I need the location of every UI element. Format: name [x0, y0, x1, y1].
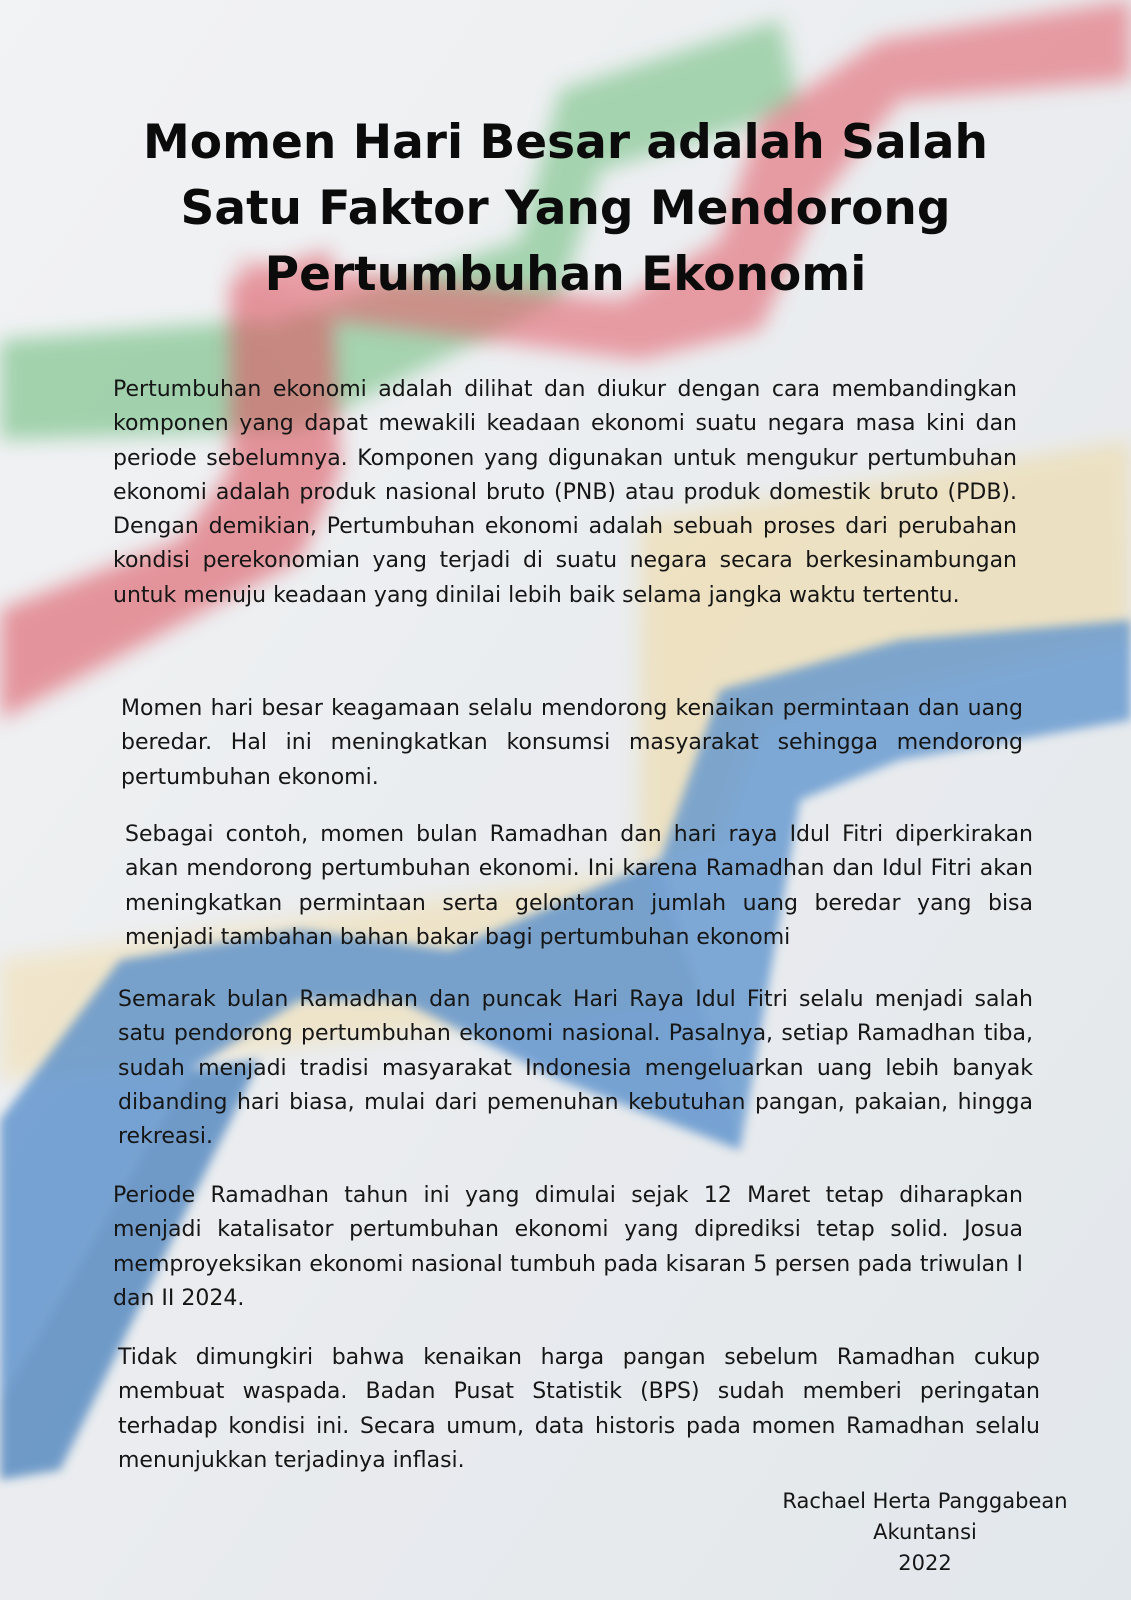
author-department: Akuntansi — [873, 1520, 977, 1544]
paragraph-5: Periode Ramadhan tahun ini yang dimulai sejak 12 Maret tetap diharapkan menjadi katalisator pertumbuhan ekonomi yang diprediksi tetap solid. Josua memproyeksikan ekonomi nasional tumbuh pada kisaran 5 persen pada triwulan I dan II 2024. — [113, 1183, 1023, 1311]
paragraph-3: Sebagai contoh, momen bulan Ramadhan dan hari raya Idul Fitri diperkirakan akan mendorong pertumbuhan ekonomi. Ini karena Ramadhan dan Idul Fitri akan meningkatkan permintaan serta gelontoran jumlah uang beredar yang bisa menjadi tambahan bahan bakar bagi pertumbuhan ekonomi — [125, 822, 1033, 950]
page-title: Momen Hari Besar adalah Salah Satu Faktor Yang Mendorong Pertumbuhan Ekonomi — [143, 115, 988, 302]
paragraph-1: Pertumbuhan ekonomi adalah dilihat dan diukur dengan cara membandingkan komponen yang dapat mewakili keadaan ekonomi suatu negara masa kini dan periode sebelumnya. Komponen yang digunakan untuk mengukur pertumbuhan ekonomi adalah produk nasional bruto (PNB) atau produk domestik bruto (PDB). Dengan demikian, Pertumbuhan ekonomi adalah sebuah proses dari perubahan kondisi perekonomian yang terjadi di suatu negara secara berkesinambungan untuk menuju keadaan yang dinilai lebih baik selama jangka waktu tertentu. — [113, 377, 1017, 608]
author-year: 2022 — [898, 1551, 952, 1575]
author-name: Rachael Herta Panggabean — [782, 1489, 1068, 1513]
paragraph-4: Semarak bulan Ramadhan dan puncak Hari Raya Idul Fitri selalu menjadi salah satu pendorong pertumbuhan ekonomi nasional. Pasalnya, setiap Ramadhan tiba, sudah menjadi tradisi masyarakat Indonesia mengeluarkan uang lebih banyak dibanding hari biasa, mulai dari pemenuhan kebutuhan pangan, pakaian, hingga rekreasi. — [118, 987, 1033, 1150]
paragraph-6: Tidak dimungkiri bahwa kenaikan harga pangan sebelum Ramadhan cukup membuat waspada. Badan Pusat Statistik (BPS) sudah memberi peringatan terhadap kondisi ini. Secara umum, data historis pada momen Ramadhan selalu menunjukkan terjadinya inflasi. — [118, 1345, 1040, 1473]
author-block — [760, 1486, 1090, 1579]
paragraph-2: Momen hari besar keagamaan selalu mendorong kenaikan permintaan dan uang beredar. Hal ini meningkatkan konsumsi masyarakat sehingga mendorong pertumbuhan ekonomi. — [121, 696, 1023, 790]
